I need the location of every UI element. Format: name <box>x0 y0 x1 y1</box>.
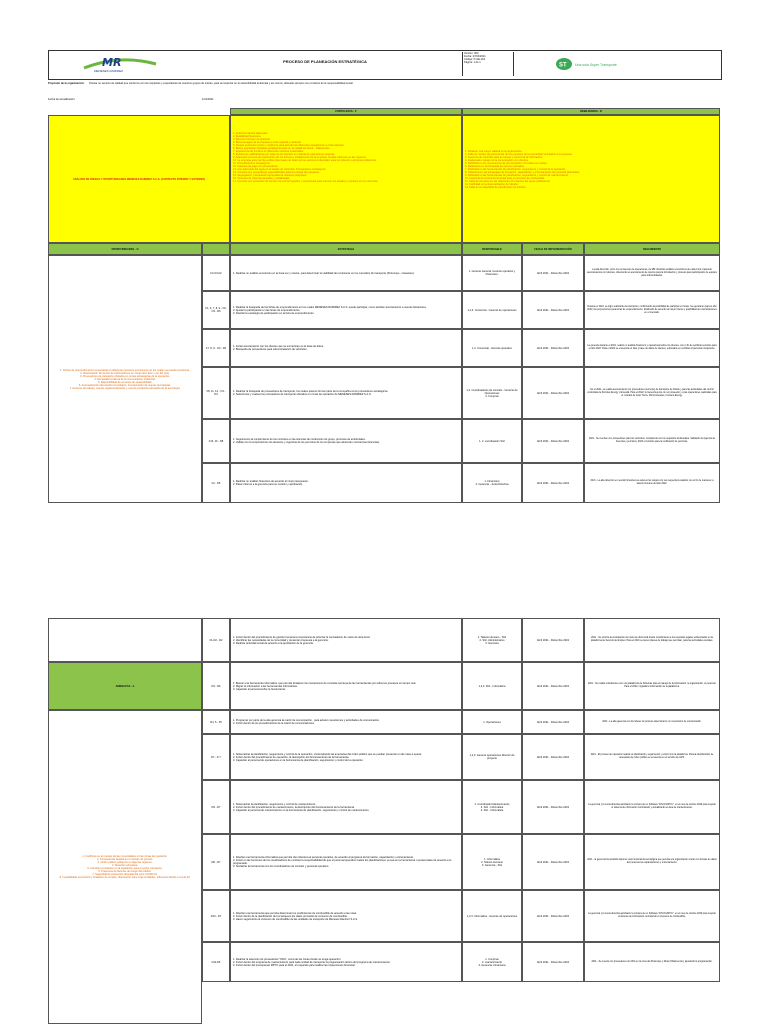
row-follow-up-text: 2021 - Se realiza cotizaciones con una plataforma de Sistemas para el manejo de la información, la organización, el personal. Para el 2022, migrada la información de la plataforma. <box>587 683 717 688</box>
row-dates-text: Abril 2021 - Diciembre 2022 <box>536 914 570 918</box>
debilidad-item: 8. Cobertura en las estrategias de formación, capacitación y entrenamiento del personal (bienestar). <box>465 171 581 174</box>
row-strategy <box>230 419 462 463</box>
row-follow-up <box>584 662 720 710</box>
row-dates-text: Abril 2021 - Diciembre 2022 <box>536 684 570 688</box>
threats-text: 1. Conflictos en el manejo de las comunidades en las zonas de operación. 2. Competencia desleal en el manejo de precios. 3. Orden público peligroso en algunas regiones. 4. Situación educativa. 5. Cambios constantes en la legislación para el sector transporte. 6. Presencia de factores de riesgo del público. 7. Seguridad de protección derivada del virus COVID-19. 8. Inestabilidad económica y limitación de empleo, disposición para otras entidades, influencia debido a Covid-19. <box>59 855 191 879</box>
fortaleza-item: 11. Procedimientos estratégicos. <box>233 162 271 165</box>
logo-mr-text: MR <box>102 56 122 69</box>
row-follow-up <box>584 291 720 329</box>
row-dates-text: Abril 2021 - Diciembre 2022 <box>536 439 570 443</box>
amenazas-header: AMENAZAS - A <box>48 662 202 710</box>
row-code <box>202 367 230 419</box>
row-strategy-text: 1. Iniciar acercamiento con los clientes que se encuentran en la base de datos. 2. Búsqueda de proveedores para subcontratación de vehículos. <box>233 345 324 351</box>
row-strategy <box>230 834 462 890</box>
meta-box <box>462 52 514 76</box>
col-opportunities: OPORTUNIDADES - O <box>48 243 202 255</box>
row-strategy <box>230 291 462 329</box>
row-follow-up <box>584 780 720 834</box>
row-strategy <box>230 329 462 367</box>
row-code-text: F1-D2 - D2 <box>209 638 223 642</box>
row-dates <box>522 734 584 780</box>
row-code <box>202 662 230 710</box>
col-dates: FECHA DE IMPLEMENTACIÓN <box>522 243 584 255</box>
fortaleza-item: 16. Tenencia de rutas demarcadas y señalizadas. <box>233 177 290 180</box>
row-dates <box>522 291 584 329</box>
debilidad-item: 4. Inadecuado manejo de la comunicación con clientes. <box>465 159 529 162</box>
row-dates-text: Abril 2021 - Diciembre 2022 <box>536 720 570 724</box>
row-strategy <box>230 734 462 780</box>
row-strategy-text: 1. Sistematizar la planificación, seguimiento y control de mantenimiento. 2. Incluir dentro del procedimiento de mantenimiento, la descripción del funcionamiento de la herramienta. 3. Capacitar al personal de mantenimiento en la herramienta de planificación, seguimiento y control de mantenimiento. <box>233 802 370 812</box>
fortaleza-item: 15. Segregación y disposición apropiada de residuos peligrosos. <box>233 174 308 177</box>
row-code-text: D9 - D7 <box>211 805 221 809</box>
fortaleza-item: 14. Contrato con proveedores especializados para la entrega de repuestos. <box>233 171 320 174</box>
fortaleza-item: 6. Bases operativas ubicadas estratégicamente en la ciudad de Neiva - Villavicencio. <box>233 147 331 150</box>
row-dates-text: Abril 2021 - Diciembre 2022 <box>536 805 570 809</box>
row-strategy-text: 1. Seguimiento al cumplimiento de los controles en las licencias de conducción de grupo, permisos de ambientales. 2. Validar con la corporaciones los alcances y vigencias de los permisos de los empresas que alimentan mercancías (licencias). <box>233 438 380 444</box>
row-responsible <box>462 780 522 834</box>
row-dates <box>522 780 584 834</box>
fortaleza-item: 13. Uso adecuado del agua en el lavado de vehículos. Proveedores estratégicos. <box>233 168 327 171</box>
row-code <box>202 463 230 503</box>
row-follow-up-text: Durante el 2021, se logro realizando la inscripción, confirmando la posibilidad de participar en ferias. Se ejecutaron para el año 2022, las proyecciones para ferias de emprendimiento, distribuido de acuerdo al mayor interés y posibilidad de mas licitaciones en el mercado. <box>587 305 717 314</box>
col-strategy: ESTRATEGIA <box>230 243 462 255</box>
purpose-row <box>48 82 720 88</box>
row-dates-text: Abril 2021 - Diciembre 2022 <box>536 308 570 312</box>
row-strategy <box>230 255 462 291</box>
row-dates <box>522 942 584 982</box>
row-follow-up <box>584 710 720 734</box>
row-responsible-text: 1,2,3. SGI - Informática <box>478 684 506 688</box>
row-code-text: D3 - D6 <box>211 684 221 688</box>
row-code-text: F1, 6, 7, 8, 9 - O2, O3 - D6 <box>205 307 227 313</box>
row-follow-up <box>584 367 720 419</box>
row-strategy <box>230 942 462 982</box>
row-dates <box>522 834 584 890</box>
row-code-text: D11-D6 <box>211 960 221 964</box>
row-code <box>202 780 230 834</box>
row-code <box>202 890 230 942</box>
debilidades-header: DEBILIDADES - D <box>462 108 720 115</box>
fortaleza-item: 17. Contrato con proveedor de servicio de control logístico y operacional para conocer los estados y cambios en los vehículos. <box>233 180 379 183</box>
row-responsible <box>462 419 522 463</box>
fortaleza-item: 7. Experiencia de 14 años en diferentes sectores industriales. <box>233 150 304 153</box>
row-dates-text: Abril 2021 - Diciembre 2022 <box>536 271 570 275</box>
row-code-text: D8 - D7 <box>211 860 221 864</box>
debilidad-item: 2. Falta de medios de pertenencia de los procesos de la comunidad vinculados a la empresa. <box>465 153 573 156</box>
row-dates <box>522 710 584 734</box>
row-responsible <box>462 734 522 780</box>
row-follow-up-text: La gerencia y la Junta directiva aprobaron la compra de un Software "ETLOGISTIC", en el mes de octubre 2020 para mejorar el sistema de información controlando el consumo de combustible. <box>588 913 716 918</box>
fortaleza-item: 12. Garantía de pago con proveedores. <box>233 165 279 168</box>
row-responsible <box>462 329 522 367</box>
row-responsible-text: 1, 2. coordinación SGI <box>479 439 505 443</box>
row-dates-text: Abril 2021 - Diciembre 2022 <box>536 638 570 642</box>
row-responsible <box>462 890 522 942</box>
update-label: Fecha de actualización: <box>48 98 76 101</box>
row-dates <box>522 255 584 291</box>
threats-cell <box>48 710 202 1024</box>
meta-version: Versión: 003 <box>464 52 479 55</box>
row-responsible <box>462 291 522 329</box>
meta-date: Fecha: 27/04/2021 <box>464 55 486 58</box>
row-follow-up <box>584 255 720 291</box>
analysis-label: ANÁLISIS DE RIESGO Y OPORTUNIDADES MENESES RAMIREZ S.A.S. (CONTEXTO INTERNO Y EXTERNO) <box>48 115 230 243</box>
row-dates <box>522 329 584 367</box>
row-responsible-text: 1,2,3. Informática - Gerente de operaciones <box>466 914 518 918</box>
row-responsible <box>462 463 522 503</box>
row-responsible <box>462 942 522 982</box>
row-strategy <box>230 662 462 710</box>
col-responsible: RESPONSABLE <box>462 243 522 255</box>
fortaleza-item: 8. Excelentes calificaciones por parte de los clientes en materia de operaciones seguras. <box>233 153 336 156</box>
purpose-text: Prestar un servicio de calidad que conforme con los requisitos y expectativas de nuestros grupos de interés, para así avanzar en la sostenibilidad ambiental y así mismo, alineado siempre con el interés de la responsabilidad social. <box>89 82 354 85</box>
row-follow-up-text: La gerencia y la Junta directiva aprobaron la compra de un Software "ETLOGISTIC", en el mes de octubre 2020 para mejorar el sistema de información controlando y actualizando el área de mantenimiento. <box>588 804 716 809</box>
row-responsible-text: 1. Operaciones <box>483 720 501 724</box>
threats-blank-top <box>48 618 202 662</box>
row-strategy-text: 1. Incluir dentro del procedimiento de gestión humana la importancia de priorizar la contratación de mano de obra local. 2. Identificar las necesidades de la comunidad y presentar propuesta a la gerencia. 3. Realizar actividad social de acuerdo a la aprobación de la gerencia. <box>233 635 371 645</box>
fortaleza-item: 10. La empresa esta inscrita a diferentes bases de datos de los sectores industriales para la invitación a procesos licitatorios. <box>233 159 377 162</box>
row-dates <box>522 463 584 503</box>
opportunities-text: 1. Fichas de emprendimiento empresarial en diferentes sectores económicos en los cuales se puede incursionar. 2. Reactivación del sector de hidrocarburos en zonas del Llano y sur del país. 3. Proveedores de transporte ubicados en zonas estratégicas de la operación. 4. Necesidad continua de la comunicación ambiental. 5. Disponibilidad de recursos de sostenibilidad. 6. Automatización del cambio tecnológico. Incorporación de nuevas tecnologías. 7. Avances de trabajo, nuevas reglamentaciones y nuevos productos derivados de la tecnología. <box>60 368 190 390</box>
debilidad-item: 5. Debilidad en los mecanismos de comunicación con todos los niveles. <box>465 162 548 165</box>
logo-right <box>555 56 625 72</box>
row-dates-text: Abril 2021 - Diciembre 2022 <box>536 755 570 759</box>
row-code-text: F2-O3-F2 <box>210 271 222 275</box>
row-responsible-text: 1. Financiero 2. Gerencia - Junta Directiva <box>475 480 509 486</box>
row-dates-text: Abril 2021 - Diciembre 2022 <box>536 960 570 964</box>
row-strategy-text: 1. Realizar la selección de proveedores "ODA", cerca de las zonas donde se tenga operación. 2. Incluir dentro del programa de mantenimiento para cada unidad de transporte la programación dentro del programa de mantenimiento. 3. Incluir dentro del presupuesto MPTO para el 2021, el requerido para realizar las inspecciones bimestral. <box>233 957 391 967</box>
debilidades-list <box>462 115 720 243</box>
fortaleza-item: 2. Estabilidad financiera. <box>233 135 262 138</box>
row-follow-up-text: 2021 - la gerencia ha decidido disponer una herramienta tecnológica que permita a la organización contar con la base de datos del personal, las capacitaciones y entrenamiento. <box>587 859 717 864</box>
debilidad-item: 1. Rotación una mayor salarial en la organización. <box>465 150 523 153</box>
fortaleza-item: 3. Recurso humano competente. <box>233 138 271 141</box>
row-responsible <box>462 618 522 662</box>
row-code-text: F8, 11, 12 - O3 - D4 <box>206 390 226 396</box>
mr-logo-icon <box>80 52 160 74</box>
row-dates <box>522 419 584 463</box>
row-code <box>202 618 230 662</box>
row-follow-up-text: 2021 - La alta dirección en reunión financiera se adecuo los cargos con sus respectivos salarios con el fin de mantener a talento humano del año 2022. <box>590 480 714 485</box>
row-strategy-text: 1. Realizar un análisis económico en la línea sur y oriente, para determinar la viabilidad de incursionar en los mercados de transporte (Putumayo - Casanare). <box>233 271 415 275</box>
debilidad-item: 10. Ausencia de control documental para el consumo de combustible. <box>465 177 545 180</box>
row-code <box>202 419 230 463</box>
row-responsible-text: 1. Gerente General, Gerente operativo y Financiero. <box>468 270 516 276</box>
row-responsible-text: 1. Coordinador Mantenimiento 2. SGI - Informática 3. SGI - Informática <box>474 802 510 812</box>
row-code <box>202 255 230 291</box>
row-follow-up <box>584 734 720 780</box>
row-responsible <box>462 367 522 419</box>
logo-left <box>80 52 160 74</box>
row-dates <box>522 662 584 710</box>
row-code <box>202 734 230 780</box>
row-follow-up-text: 2021 - Se cuenta con proveedores de ODA en la zona del Putumayo y Meta (Villavicencio), ajustando la programación. <box>591 960 713 963</box>
row-responsible <box>462 834 522 890</box>
row-dates-text: Abril 2021 - Diciembre 2022 <box>536 481 570 485</box>
debilidad-item: 6. Deficiencia en la búsqueda de nuevos mercados. <box>465 165 525 168</box>
row-code <box>202 834 230 890</box>
row-follow-up <box>584 329 720 367</box>
row-responsible-text: 1,2,3. Gerente operaciones Director de proyecto <box>469 754 515 760</box>
row-dates-text: Abril 2021 - Diciembre 2022 <box>536 391 570 395</box>
row-responsible-text: 1,2. Comercial - Gerente operativo <box>472 346 512 350</box>
meta-code: Código: P-GE-014 <box>464 58 486 61</box>
row-follow-up <box>584 618 720 662</box>
row-responsible-text: 1,2. Coordinadores de contrato - Gerente de Operaciones 3. Compras <box>466 388 518 398</box>
debilidad-item: 13. Falta en la capacidad de planificación de tránsito. <box>465 186 527 189</box>
row-responsible-text: 1. Informática 2. Talento Humano 3. Gerencia - SGI <box>481 857 503 867</box>
row-responsible <box>462 710 522 734</box>
debilidad-item: 9. Debilidad en las herramientas de planificación, seguimiento y control de mantenimiento. <box>465 174 569 177</box>
row-follow-up-text: 2021 - Se prioriza la contratación de mano de obra local donde cumplimiento a los requisitos legales evidenciados en la plataforma de Servicio de Empleo. Para el 2021 se tienen planes de trabajo que permitan, para las actividades sociales. <box>590 637 714 642</box>
row-dates <box>522 618 584 662</box>
row-responsible <box>462 662 522 710</box>
row-strategy <box>230 367 462 419</box>
row-follow-up-text: En el 2021, se realiza acercamiento con proveedores (terceros) de transporte de fluidos y para las actividades del control contratista de Petroleo Energy y Emerald. Para el 2022, la Gerencia junto con el proveedor y a las operaciones realizadas para el contrato de Gran Tierra, Petrominerales, Frontera Energy. <box>587 388 717 397</box>
row-follow-up-text: 2021 - La alta gerencia con los líderes de proceso determinaron un mecanismo de comunicación. <box>602 720 702 723</box>
col-code-blank <box>202 243 230 255</box>
row-code-text: D7 - D 7 <box>211 755 221 759</box>
row-follow-up <box>584 834 720 890</box>
fortaleza-item: 5. Parque automotor propio y suficiente para atender las diferentes operaciones a nivel nacional. <box>233 144 345 147</box>
row-code <box>202 329 230 367</box>
debilidad-item: 11. Falta de incentivo en las relaciones con clientes del grupo poblacional. <box>465 180 551 183</box>
fortalezas-header: FORTALEZAS - F <box>230 108 462 115</box>
row-responsible-text: 1. Compras 2. mantenimiento 3. Gerencia, Financiera <box>478 957 506 967</box>
row-strategy-text: 1. Realizar un análisis financiero de acuerdo al nivel presupuesto. 2. Pasar informe a la gerencia para su revisión y aprobación. <box>233 480 309 486</box>
row-code-text: F13, 16 - D8 <box>208 439 224 443</box>
update-date: 1/31/2021 <box>202 98 214 101</box>
row-strategy <box>230 618 462 662</box>
row-strategy <box>230 463 462 503</box>
row-responsible-text: 1,2,3. Comercial - Gerente de operaciones <box>467 308 517 312</box>
debilidad-item: 3. Ausencia de controles para el manejo y control de la información. <box>465 156 543 159</box>
row-follow-up-text: La gerencia durante el 2021, realizo un análisis financiero y operacional sobre los clientes, con el fin de certificar servicios para el año 2022. Para el 2022 se encuentra en fase y base de datos de clientes, enfocados en certificar al personal competente. <box>587 345 717 350</box>
page-title: PROCESO DE PLANEACIÓN ESTRATÉGICA <box>283 59 367 65</box>
fortalezas-list <box>230 115 462 243</box>
row-strategy-text: 1. Realizar la búsqueda de las fichas de emprendimiento en los cuales MENESES RAMIREZ S.A.S. puede participar, como también acercamiento a nuevas licitaciones. 2. Ajustar la participación en las ferias de emprendimiento. 3. Diseñar la estrategia de participación en la feria de emprendimiento. <box>233 305 427 315</box>
fortaleza-item: 4. Buena imagen de la empresa a nivel regional y nacional. <box>233 141 302 144</box>
row-follow-up <box>584 419 720 463</box>
row-strategy <box>230 780 462 834</box>
debilidad-item: 7. Debilidad en las herramientas de planificación, seguimiento y control de la operación. <box>465 168 566 171</box>
row-follow-up-text: 2021 - Se cuentan con proveedores para los vehículos, cumpliendo con los requisitos ambientales. Validando la vigencia de licencias y permisos, 2022 el contrato para la verificación de permisos. <box>588 438 716 443</box>
row-responsible <box>462 255 522 291</box>
row-code <box>202 942 230 982</box>
row-code <box>202 291 230 329</box>
row-dates-text: Abril 2021 - Diciembre 2022 <box>536 346 570 350</box>
row-code <box>202 710 230 734</box>
row-strategy-text: 1. Diseñar una herramienta que permita determinar los rendimientos de combustible de acuerdo a las rutas. 2. Incluir dentro de la planificación de los tanqueos los datos promedio de consumo de combustible. 3. Hacer seguimiento al consumo de combustible de las unidades de transporte de Meneses Ramirez S.A.S. <box>233 911 358 921</box>
row-code-text: F7, 8, 9 - O3 - D6 <box>205 346 227 350</box>
debilidad-item: 12. Debilidad en la sistematización de tránsito. <box>465 183 519 186</box>
row-code-text: D10 - D7 <box>210 914 222 918</box>
st-logo-icon <box>555 56 625 72</box>
row-strategy <box>230 890 462 942</box>
row-strategy-text: 1. Diseñar una herramienta informática que permita dar cobertura al personal operativo, de acuerdo al programa de formación, capacitación y entrenamiento. 2. Incluir en las funciones de los coordinadores de contrato la responsabilidad de que el personal operativo realice los planificaciones ya sea en la herramienta o presenciales de acuerdo a lo programado. 3. Socializar la herramienta con los coordinadores de contrato y personal operativo. <box>233 856 452 868</box>
row-responsible-text: 1. Talento Humano - SGI 2. SGI, Administrativo 3. Gerencia <box>477 635 507 645</box>
logo-st-sub: Una sola Super Transporte <box>575 63 617 67</box>
row-dates <box>522 367 584 419</box>
row-follow-up <box>584 942 720 982</box>
logo-st-text: ST <box>559 62 567 69</box>
row-dates <box>522 890 584 942</box>
fortaleza-item: 9. Adecuado proceso de preparación de los activos e instalaciones de la empresa, amplia cobertura en las regiones. <box>233 156 367 159</box>
purpose-label: Propósito de la organización: <box>48 82 85 85</box>
col-follow: SEGUIMIENTO <box>584 243 720 255</box>
row-follow-up <box>584 463 720 503</box>
row-strategy <box>230 710 462 734</box>
row-follow-up-text: 2021 - El proceso de operación realiza su planificación, seguimiento y control con la plataforma. Para la identificación de amenazas de orden público se encuentra en el servicio de GPS. <box>590 754 714 759</box>
fortaleza-item: 1. Ambiente laboral adecuado. <box>233 132 269 135</box>
row-strategy-text: 1. Buscar una herramienta informática, que permita fortalecer los mecanismos de consulta oportuna de las herramientas por todos los procesos en tiempo real. 2. Migrar la información a las herramientas informáticas. 3. Capacitar al personal sobre la herramienta. <box>233 681 417 691</box>
logo-mr-sub: MENESES RAMIREZ <box>94 69 124 73</box>
opportunities-cell <box>48 255 202 503</box>
row-code-text: F2 - D5 <box>211 481 221 485</box>
row-strategy-text: 1. Programar por parte de la alta gerencia la matriz de comunicación , para aclarar mecanismos y actividades de comunicación. 2. Incluir dentro de los procedimientos de la matriz de comunicaciones. <box>233 719 380 725</box>
meta-page: Página: 1 de 1 <box>464 61 481 64</box>
row-strategy-text: 1. Realizar la búsqueda de proveedores de transporte, los cuales quieran formar parte de la compañía como proveedores estratégicos. 2. Seleccionar y evaluar los proveedores de transporte ubicados en zonas de operación de MENESES RAMIREZ S.A.S. <box>233 390 389 396</box>
row-code-text: D4, 5 - F5 <box>210 720 222 724</box>
row-strategy-text: 1. Sistematizar la planificación, seguimiento y control de la operación, contemplando las amenazas del orden público que se puedan presentar en las rutas a operar. 2. Incluir dentro del procedimiento de operación, la descripción del funcionamiento de la herramienta. 3. Capacitar al personal de operaciones en la herramienta de planificación, seguimiento y control de la operación. <box>233 752 422 762</box>
row-follow-up-text: La alta dirección, junto con el Gerente de operaciones, de MR. Realizan análisis económicos de cada zona, haciendo acercamientos con clientes, obteniendo el acercamiento de precios para la formulación y proceso para participación de equipos para subcontratados. <box>587 268 717 277</box>
row-follow-up <box>584 890 720 942</box>
row-dates-text: Abril 2021 - Diciembre 2022 <box>536 860 570 864</box>
